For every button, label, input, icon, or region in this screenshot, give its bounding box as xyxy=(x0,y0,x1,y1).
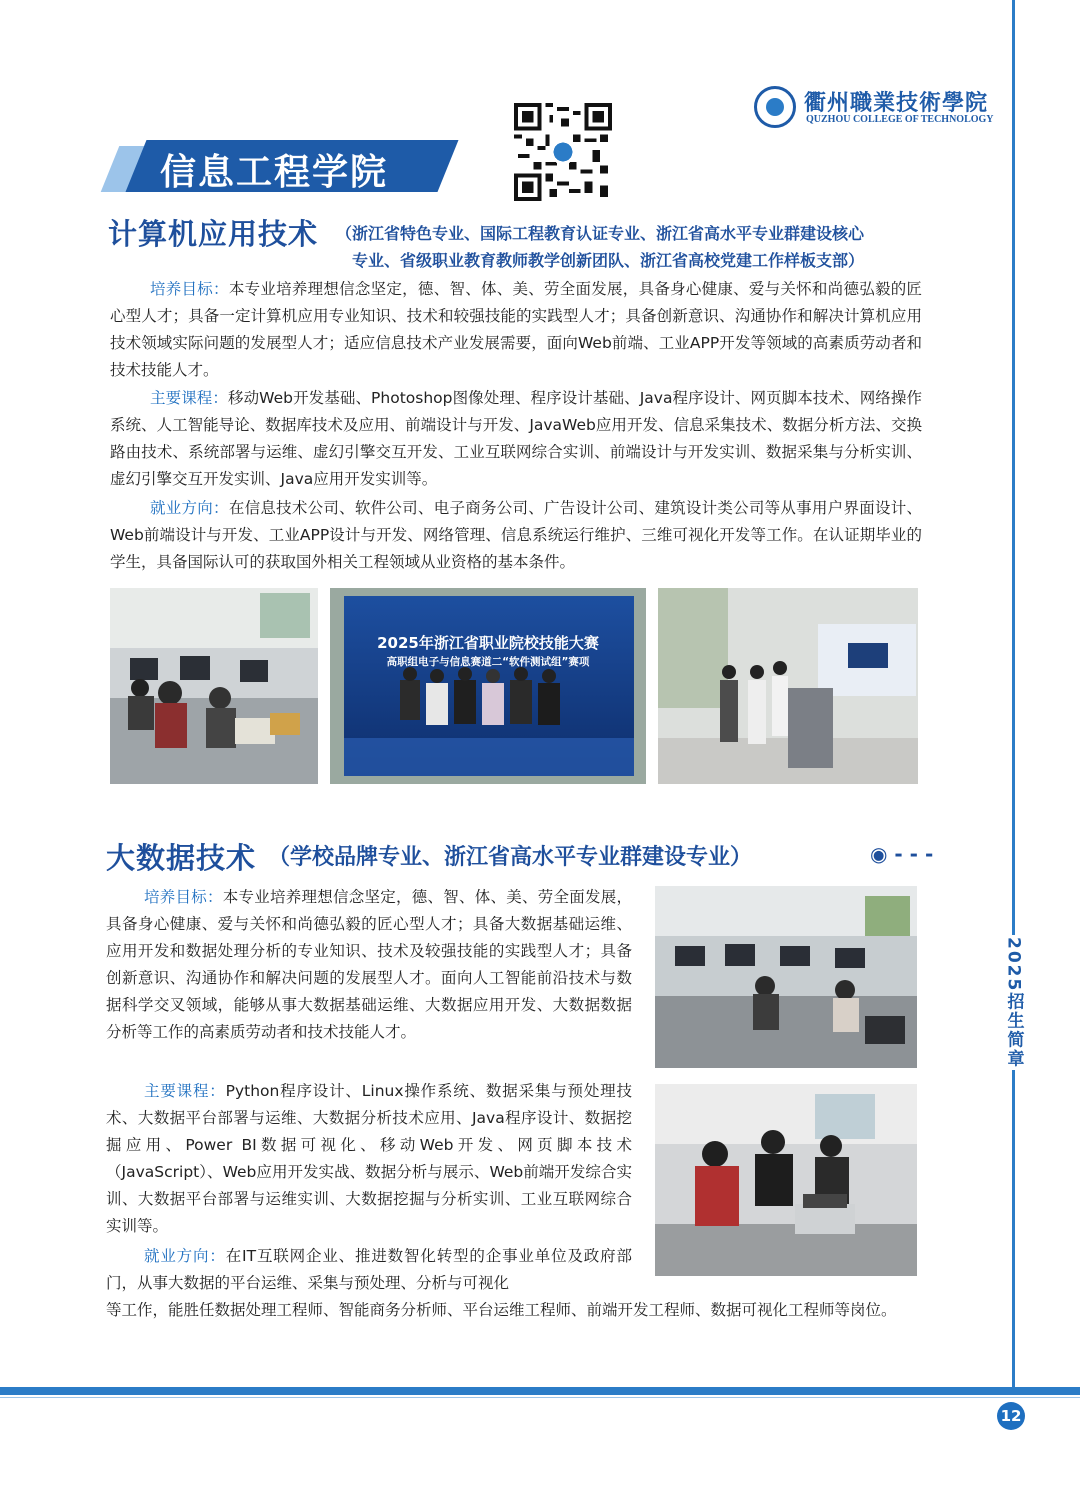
course-text: Python程序设计、Linux操作系统、数据采集与预处理技术、大数据平台部署与运维、大数据分析技术应用、Java程序设计、数据挖掘应用、Power BI数据可视化、移动Web开发、网页脚本技术（JavaScript）、Web应用开发实战、数据分析与展示、Web前端开发综合实训、大数据平台部署与运维实训、大数据挖掘与分析实训、工业互联网综合实训等。 xyxy=(106,1082,632,1235)
bottom-band xyxy=(0,1387,1080,1395)
career-text: 在信息技术公司、软件公司、电子商务公司、广告设计公司、建筑设计类公司等从事用户界面设计、Web前端设计与开发、工业APP设计与开发、网络管理、信息系统运行维护、三维可视化开发等工作。在认证期毕业的学生，具备国际认可的获取国外相关工程领域从业资格的基本条件。 xyxy=(110,499,922,571)
goal-text: 本专业培养理想信念坚定，德、智、体、美、劳全面发展，具备身心健康、爱与关怀和尚德弘毅的匠心型人才；具备一定计算机应用专业知识、技术和较强技能的实践型人才；具备创新意识、沟通协作和解决计算机应用技术领域实际问题的发展型人才；适应信息技术产业发展需要，面向Web前端、工业APP开发等领域的高素质劳动者和技术技能人才。 xyxy=(110,280,922,379)
photo-competition xyxy=(330,588,646,784)
photo-bigdata-students xyxy=(655,1084,917,1276)
career-paragraph-1 xyxy=(110,495,922,576)
career-label: 就业方向： xyxy=(144,1247,226,1265)
major-title-bigdata: 大数据技术 xyxy=(106,841,257,875)
photo-bigdata-lab xyxy=(655,886,917,1068)
goal-label: 培养目标： xyxy=(150,280,229,298)
competition-title: 2025年浙江省职业院校技能大赛 xyxy=(377,634,599,652)
college-logo xyxy=(754,86,994,130)
career-label: 就业方向： xyxy=(150,499,229,517)
major-subtitle-line1: （浙江省特色专业、国际工程教育认证专业、浙江省高水平专业群建设核心 xyxy=(336,224,865,243)
goal-paragraph-1 xyxy=(110,276,922,384)
course-paragraph-1 xyxy=(110,385,922,493)
bottom-rule xyxy=(0,1397,1080,1398)
course-label: 主要课程： xyxy=(144,1082,226,1100)
goal-text: 本专业培养理想信念坚定，德、智、体、美、劳全面发展，具备身心健康、爱与关怀和尚德弘毅的匠心型人才；具备大数据基础运维、应用开发和数据处理分析的专业知识、技术及较强技能的实践型人才；具备创新意识、沟通协作和解决问题的发展型人才。面向人工智能前沿技术与数据科学交叉领域，能够从事大数据基础运维、大数据应用开发、大数据数据分析等工作的高素质劳动者和技术技能人才。 xyxy=(106,888,632,1041)
competition-subtitle: 高职组电子与信息赛道二“软件测试组”赛项 xyxy=(386,656,590,668)
career-text: 在IT互联网企业、推进数智化转型的企事业单位及政府部门，从事大数据的平台运维、采集与预处理、分析与可视化 xyxy=(106,1247,632,1292)
photo-presentation xyxy=(658,588,918,784)
photo-computer-lab xyxy=(110,588,318,784)
career-paragraph-2b: 等工作，能胜任数据处理工程师、智能商务分析师、平台运维工程师、前端开发工程师、数据可视化工程师等岗位。 xyxy=(106,1301,897,1319)
career-paragraph-2a xyxy=(106,1243,632,1297)
department-title: 信息工程学院 xyxy=(160,152,389,193)
goal-label: 培养目标： xyxy=(144,888,223,906)
major-subtitle-line2: 专业、省级职业教育教师教学创新团队、浙江省高校党建工作样板支部） xyxy=(352,251,865,270)
course-paragraph-2 xyxy=(106,1078,632,1240)
qr-code[interactable] xyxy=(514,103,612,201)
course-label: 主要课程： xyxy=(150,389,228,407)
goal-paragraph-2 xyxy=(106,884,632,1046)
logo-name-cn: 衢州職業技術學院 xyxy=(804,90,989,116)
decorative-dots-icon: ◉ - - - xyxy=(870,842,934,866)
logo-name-en: QUZHOU COLLEGE OF TECHNOLOGY xyxy=(806,114,994,125)
college-emblem-icon xyxy=(754,86,796,128)
major-subtitle-bigdata: （学校品牌专业、浙江省高水平专业群建设专业） xyxy=(268,845,753,870)
side-label: 2025招生简章 xyxy=(998,935,1030,1070)
department-banner xyxy=(110,140,450,192)
course-text: 移动Web开发基础、Photoshop图像处理、程序设计基础、Java程序设计、网页脚本技术、网络操作系统、人工智能导论、数据库技术及应用、前端设计与开发、JavaWeb应用开发、信息采集技术、数据分析方法、交换路由技术、系统部署与运维、虚幻引擎交互开发、工业互联网综合实训、前端设计与开发实训、数据采集与分析实训、虚幻引擎交互开发实训、Java应用开发实训等。 xyxy=(110,389,922,488)
page-number: 12 xyxy=(997,1402,1025,1430)
right-border-line xyxy=(1012,0,1015,1392)
major-title-computer: 计算机应用技术 xyxy=(108,217,319,251)
